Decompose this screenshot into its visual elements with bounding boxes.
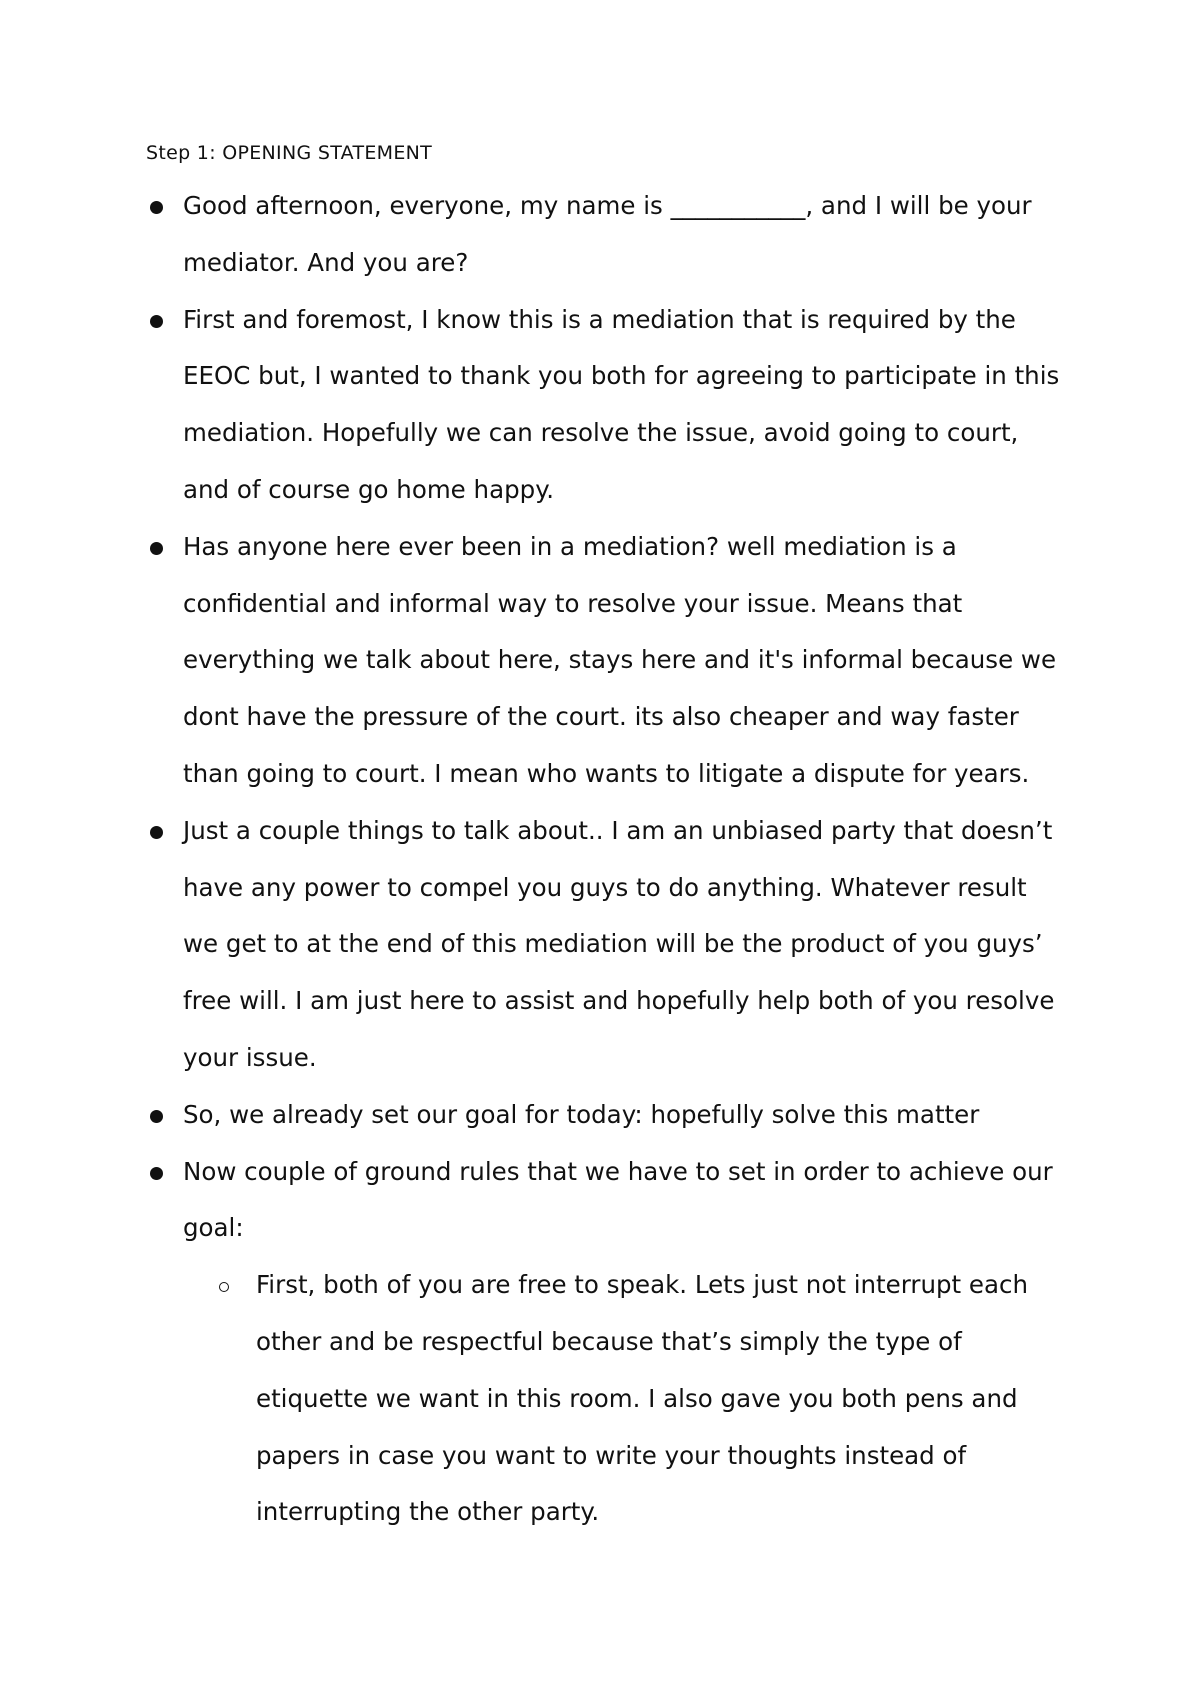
- list-item-line: So, we already set our goal for today: hopefully solve this matter: [183, 1099, 980, 1129]
- list-item-line: goal:: [183, 1213, 244, 1243]
- list-item-line: free will. I am just here to assist and hopefully help both of you resolve: [183, 986, 1055, 1016]
- list-item-line: we get to at the end of this mediation will be the product of you guys’: [183, 929, 1043, 959]
- list-item-line: your issue.: [183, 1042, 317, 1072]
- list-item-line: Good afternoon, everyone, my name is ___________, and I will be your: [183, 191, 1032, 220]
- bullet-circle-icon: [219, 1282, 229, 1292]
- bullet-dot-icon: [150, 1110, 163, 1123]
- list-item-line: everything we talk about here, stays here and it's informal because we: [183, 645, 1057, 675]
- list-item-line: Just a couple things to talk about.. I am an unbiased party that doesn’t: [183, 815, 1053, 845]
- list-item-line: mediator. And you are?: [183, 247, 469, 277]
- bullet-dot-icon: [150, 201, 163, 214]
- list-item-line: other and be respectful because that’s simply the type of: [256, 1326, 962, 1356]
- list-item-line: EEOC but, I wanted to thank you both for agreeing to participate in this: [183, 361, 1060, 391]
- list-item-line: dont have the pressure of the court. its also cheaper and way faster: [183, 702, 1019, 732]
- list-item-line: have any power to compel you guys to do anything. Whatever result: [183, 872, 1027, 902]
- list-item-line: First, both of you are free to speak. Lets just not interrupt each: [256, 1270, 1029, 1300]
- bullet-dot-icon: [150, 826, 163, 839]
- list-item-line: than going to court. I mean who wants to litigate a dispute for years.: [183, 758, 1030, 788]
- step-heading: Step 1: OPENING STATEMENT: [146, 142, 433, 164]
- list-item-line: and of course go home happy.: [183, 474, 554, 504]
- bullet-dot-icon: [150, 315, 163, 328]
- list-item-line: confidential and informal way to resolve your issue. Means that: [183, 588, 963, 618]
- list-item-line: etiquette we want in this room. I also gave you both pens and: [256, 1383, 1018, 1413]
- list-item-line: First and foremost, I know this is a mediation that is required by the: [183, 304, 1016, 334]
- list-item-line: interrupting the other party.: [256, 1497, 600, 1527]
- bullet-dot-icon: [150, 542, 163, 555]
- list-item-line: Now couple of ground rules that we have to set in order to achieve our: [183, 1156, 1053, 1186]
- list-item-line: Has anyone here ever been in a mediation? well mediation is a: [183, 531, 957, 561]
- list-item-line: papers in case you want to write your thoughts instead of: [256, 1440, 967, 1470]
- list-item-line: mediation. Hopefully we can resolve the issue, avoid going to court,: [183, 418, 1019, 448]
- bullet-dot-icon: [150, 1167, 163, 1180]
